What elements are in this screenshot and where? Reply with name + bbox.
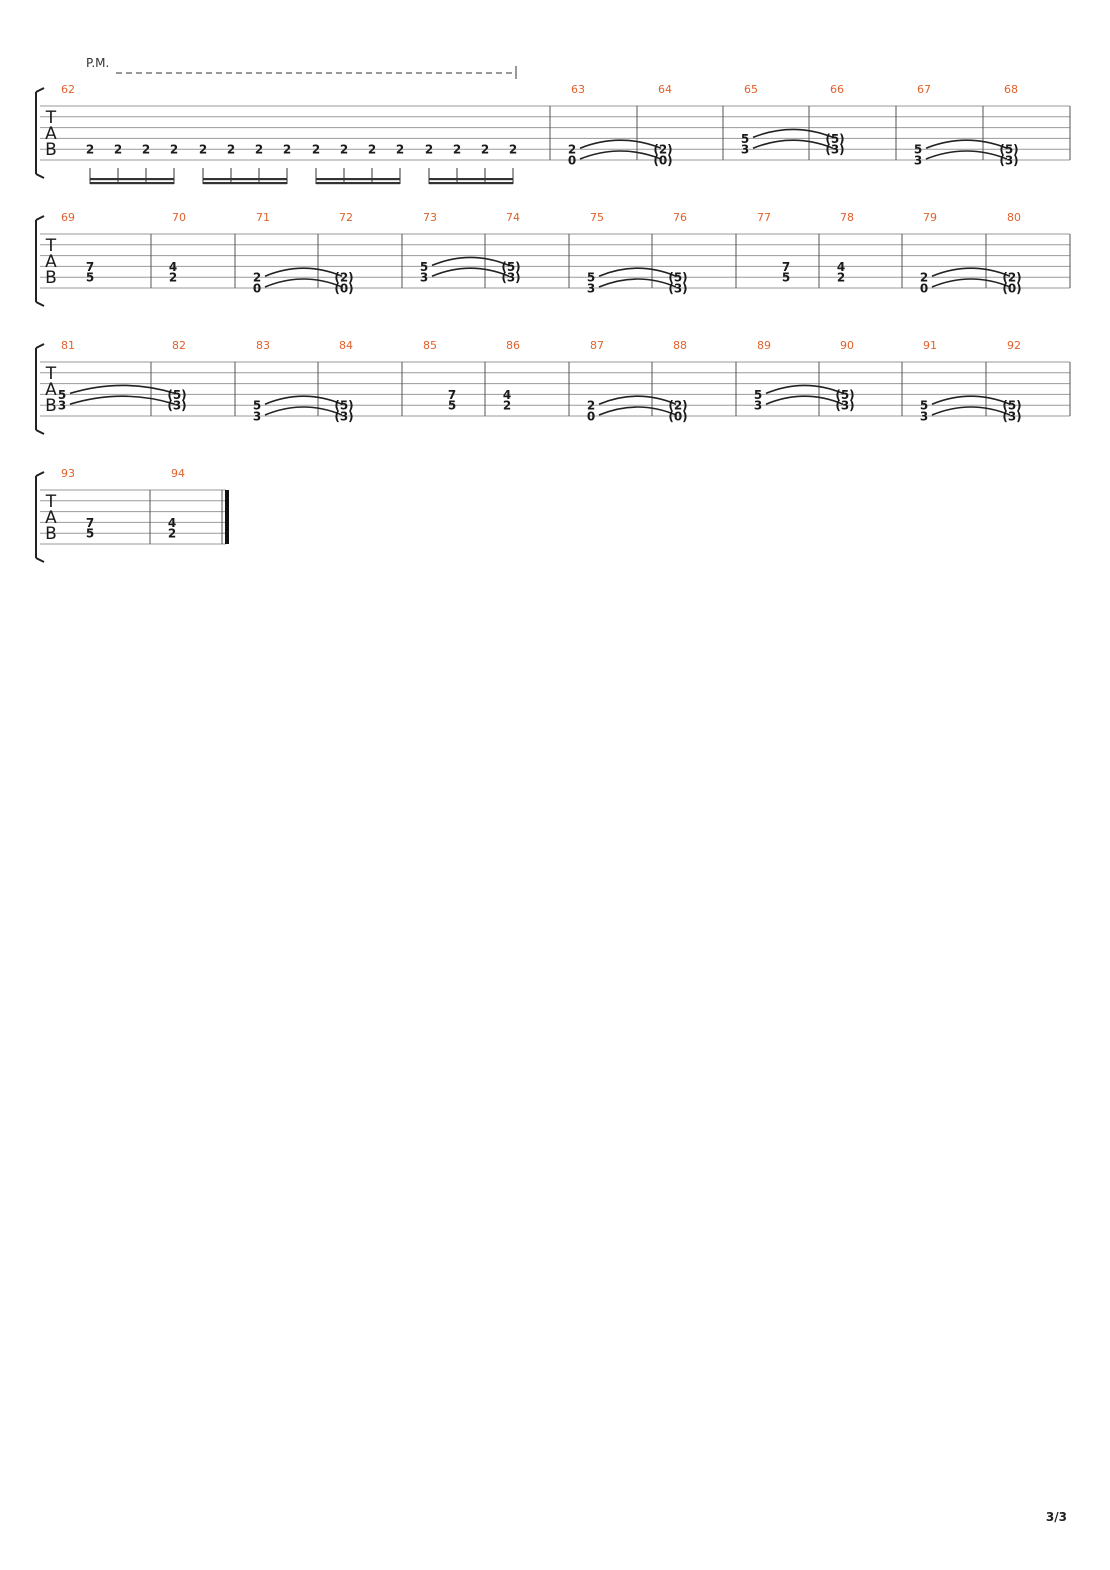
- fret-number: 5: [740, 131, 750, 146]
- beam: [203, 182, 287, 184]
- fret-number-tied: (3): [1002, 409, 1022, 424]
- fret-number-tied: (2): [1002, 270, 1022, 285]
- beam: [316, 182, 400, 184]
- fret-number: 2: [141, 142, 151, 157]
- bar-number: 75: [590, 211, 604, 224]
- bar-number: 76: [673, 211, 687, 224]
- tab-clef-letter: T: [45, 492, 57, 512]
- fret-number: 3: [740, 142, 750, 157]
- fret-number: 2: [113, 142, 123, 157]
- tie-slur: [932, 396, 1010, 404]
- fret-number: 2: [586, 398, 596, 413]
- fret-number: 5: [781, 270, 791, 285]
- fret-number: 5: [753, 387, 763, 402]
- fret-number: 2: [395, 142, 405, 157]
- tie-slur: [932, 407, 1010, 415]
- fret-number: 5: [913, 142, 923, 157]
- fret-number: 5: [447, 398, 457, 413]
- tab-clef-letter: B: [45, 396, 57, 416]
- fret-number-tied: (0): [1002, 281, 1022, 296]
- bar-number: 63: [571, 83, 585, 96]
- fret-number-tied: (5): [999, 142, 1019, 157]
- bar-number: 72: [339, 211, 353, 224]
- fret-number: 2: [339, 142, 349, 157]
- fret-number-tied: (5): [1002, 398, 1022, 413]
- fret-number-tied: (3): [167, 398, 187, 413]
- tab-clef-letter: A: [45, 252, 57, 272]
- bar-number: 91: [923, 339, 937, 352]
- system-bracket: [36, 472, 44, 562]
- fret-number-tied: (5): [334, 398, 354, 413]
- fret-number-tied: (2): [653, 142, 673, 157]
- bar-number: 86: [506, 339, 520, 352]
- tie-slur: [432, 268, 509, 276]
- tie-slur: [580, 140, 661, 148]
- fret-number: 4: [836, 259, 846, 274]
- tie-slur: [599, 279, 676, 287]
- tie-slur: [70, 396, 175, 404]
- fret-number-tied: (0): [334, 281, 354, 296]
- beam: [203, 178, 287, 180]
- fret-number: 2: [198, 142, 208, 157]
- bar-number: 89: [757, 339, 771, 352]
- fret-number: 2: [424, 142, 434, 157]
- beam: [429, 182, 513, 184]
- fret-number: 5: [419, 259, 429, 274]
- tie-slur: [599, 396, 676, 404]
- tab-clef-letter: T: [45, 236, 57, 256]
- fret-number: 2: [367, 142, 377, 157]
- tie-slur: [753, 129, 833, 137]
- fret-number: 5: [85, 270, 95, 285]
- tie-slur: [265, 407, 342, 415]
- bar-number: 94: [171, 467, 185, 480]
- fret-number-tied: (5): [835, 387, 855, 402]
- fret-number: 4: [167, 515, 177, 530]
- fret-number-tied: (2): [334, 270, 354, 285]
- tab-clef-letter: T: [45, 108, 57, 128]
- fret-number: 2: [452, 142, 462, 157]
- bar-number: 69: [61, 211, 75, 224]
- fret-number-tied: (2): [668, 398, 688, 413]
- fret-number: 2: [252, 270, 262, 285]
- fret-number: 5: [57, 387, 67, 402]
- bar-number: 83: [256, 339, 270, 352]
- bar-number: 67: [917, 83, 931, 96]
- fret-number: 2: [169, 142, 179, 157]
- fret-number: 2: [168, 270, 178, 285]
- tab-clef-letter: T: [45, 364, 57, 384]
- tie-slur: [599, 268, 676, 276]
- beam: [90, 182, 174, 184]
- bar-number: 92: [1007, 339, 1021, 352]
- bar-number: 80: [1007, 211, 1021, 224]
- tie-slur: [265, 396, 342, 404]
- fret-number: 7: [85, 259, 95, 274]
- fret-number: 2: [311, 142, 321, 157]
- bar-number: 81: [61, 339, 75, 352]
- tab-clef-letter: B: [45, 268, 57, 288]
- tie-slur: [926, 140, 1007, 148]
- tie-slur: [753, 140, 833, 148]
- fret-number: 5: [919, 398, 929, 413]
- bar-number: 79: [923, 211, 937, 224]
- tie-slur: [265, 279, 342, 287]
- fret-number: 5: [586, 270, 596, 285]
- fret-number: 2: [480, 142, 490, 157]
- fret-number-tied: (5): [668, 270, 688, 285]
- fret-number: 3: [57, 398, 67, 413]
- fret-number-tied: (3): [334, 409, 354, 424]
- fret-number: 3: [586, 281, 596, 296]
- bar-number: 71: [256, 211, 270, 224]
- fret-number-tied: (3): [668, 281, 688, 296]
- fret-number-tied: (3): [999, 153, 1019, 168]
- bar-number: 64: [658, 83, 672, 96]
- fret-number: 7: [781, 259, 791, 274]
- bar-number: 78: [840, 211, 854, 224]
- bar-number: 74: [506, 211, 520, 224]
- fret-number-tied: (3): [501, 270, 521, 285]
- fret-number: 3: [252, 409, 262, 424]
- fret-number: 4: [168, 259, 178, 274]
- beam: [90, 178, 174, 180]
- tab-clef-letter: A: [45, 124, 57, 144]
- bar-number: 93: [61, 467, 75, 480]
- fret-number-tied: (3): [835, 398, 855, 413]
- fret-number-tied: (3): [825, 142, 845, 157]
- fret-number: 5: [85, 526, 95, 541]
- tab-clef-letter: B: [45, 524, 57, 544]
- tie-slur: [926, 151, 1007, 159]
- tie-slur: [580, 151, 661, 159]
- bar-number: 84: [339, 339, 353, 352]
- palm-mute-label: P.M.: [86, 56, 110, 70]
- bar-number: 70: [172, 211, 186, 224]
- fret-number: 2: [567, 142, 577, 157]
- fret-number: 3: [419, 270, 429, 285]
- bar-number: 62: [61, 83, 75, 96]
- tab-clef-letter: A: [45, 380, 57, 400]
- fret-number: 0: [919, 281, 929, 296]
- tie-slur: [265, 268, 342, 276]
- tie-slur: [932, 268, 1010, 276]
- bar-number: 65: [744, 83, 758, 96]
- tie-slur: [70, 385, 175, 393]
- bar-number: 77: [757, 211, 771, 224]
- fret-number: 2: [282, 142, 292, 157]
- page-number: 3/3: [1045, 1510, 1067, 1524]
- final-barline: [225, 490, 229, 544]
- bar-number: 82: [172, 339, 186, 352]
- fret-number: 2: [85, 142, 95, 157]
- fret-number: 7: [85, 515, 95, 530]
- fret-number: 3: [919, 409, 929, 424]
- fret-number: 0: [252, 281, 262, 296]
- tie-slur: [599, 407, 676, 415]
- bar-number: 87: [590, 339, 604, 352]
- fret-number: 2: [836, 270, 846, 285]
- tie-slur: [432, 257, 509, 265]
- fret-number-tied: (5): [825, 131, 845, 146]
- fret-number: 2: [502, 398, 512, 413]
- fret-number: 7: [447, 387, 457, 402]
- tie-slur: [766, 396, 843, 404]
- fret-number-tied: (0): [653, 153, 673, 168]
- bar-number: 88: [673, 339, 687, 352]
- fret-number: 0: [586, 409, 596, 424]
- fret-number: 2: [226, 142, 236, 157]
- tab-clef-letter: B: [45, 140, 57, 160]
- fret-number-tied: (5): [501, 259, 521, 274]
- system-bracket: [36, 344, 44, 434]
- fret-number: 2: [508, 142, 518, 157]
- fret-number: 2: [254, 142, 264, 157]
- fret-number: 3: [753, 398, 763, 413]
- fret-number: 3: [913, 153, 923, 168]
- bar-number: 85: [423, 339, 437, 352]
- fret-number: 4: [502, 387, 512, 402]
- fret-number: 2: [919, 270, 929, 285]
- system-bracket: [36, 216, 44, 306]
- fret-number: 2: [167, 526, 177, 541]
- system-bracket: [36, 88, 44, 178]
- fret-number-tied: (5): [167, 387, 187, 402]
- beam: [316, 178, 400, 180]
- fret-number-tied: (0): [668, 409, 688, 424]
- bar-number: 66: [830, 83, 844, 96]
- tie-slur: [932, 279, 1010, 287]
- bar-number: 73: [423, 211, 437, 224]
- tie-slur: [766, 385, 843, 393]
- fret-number: 5: [252, 398, 262, 413]
- beam: [429, 178, 513, 180]
- bar-number: 90: [840, 339, 854, 352]
- tab-clef-letter: A: [45, 508, 57, 528]
- fret-number: 0: [567, 153, 577, 168]
- bar-number: 68: [1004, 83, 1018, 96]
